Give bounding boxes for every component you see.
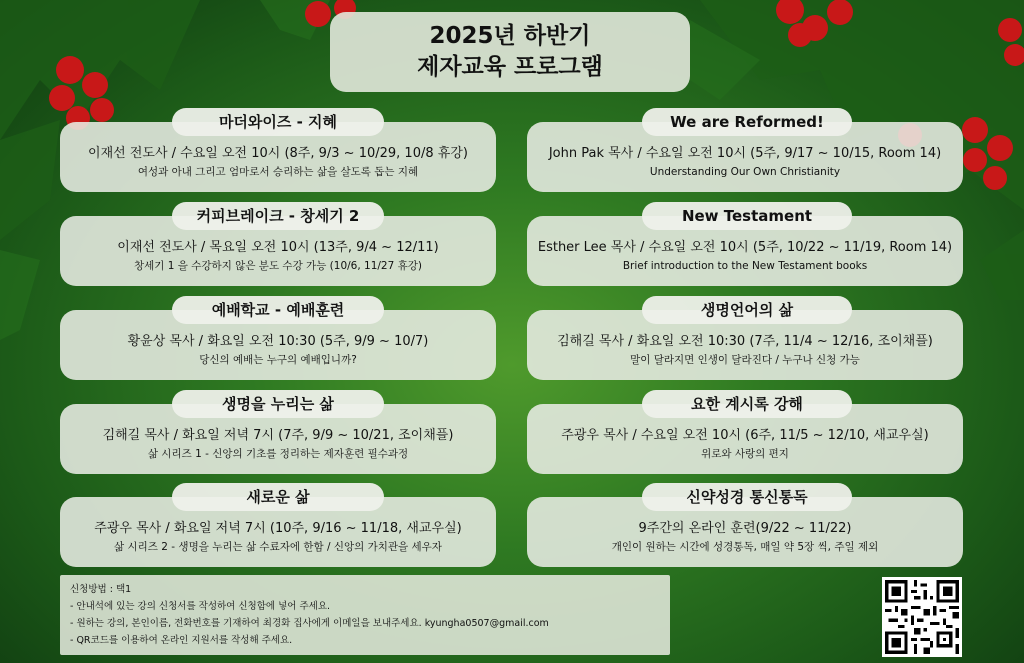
- program-title-nt-reading: 신약성경 통신통독: [642, 483, 852, 511]
- page-title-line1: 2025년 하반기: [429, 23, 591, 49]
- program-description: 창세기 1 을 수강하지 않은 분도 수강 가능 (10/6, 11/27 휴강): [134, 260, 422, 272]
- program-description: 삶 시리즈 1 - 신앙의 기초를 정리하는 제자훈련 필수과정: [147, 448, 409, 460]
- program-description: 말이 달라지면 인생이 달라진다 / 누구나 신청 가능: [630, 354, 860, 366]
- program-description: 여성과 아내 그리고 엄마로서 승리하는 삶을 살도록 돕는 지혜: [137, 166, 419, 178]
- program-title-new-testament: New Testament: [642, 202, 852, 230]
- registration-line: - QR코드를 이용하여 온라인 지원서를 작성해 주세요.: [70, 635, 293, 646]
- registration-info: [60, 575, 670, 655]
- program-description: Understanding Our Own Christianity: [649, 166, 841, 178]
- program-description: 삶 시리즈 2 - 생명을 누리는 삶 수료자에 한함 / 신앙의 가치관을 세우자: [114, 541, 442, 553]
- registration-line: - 원하는 강의, 본인이름, 전화번호를 기재하여 최경화 집사에게 이메일을 보내주세요. kyungha0507@gmail.com: [70, 618, 549, 629]
- program-detail: John Pak 목사 / 수요일 오전 10시 (5주, 9/17 ~ 10/15, Room 14): [548, 146, 942, 161]
- program-detail: 이재선 전도사 / 수요일 오전 10시 (8주, 9/3 ~ 10/29, 10/8 휴강): [88, 146, 468, 161]
- registration-line: - 안내석에 있는 강의 신청서를 작성하여 신청함에 넣어 주세요.: [70, 601, 331, 612]
- qr-code-icon[interactable]: [882, 577, 962, 657]
- program-detail: 주광우 목사 / 화요일 저녁 7시 (10주, 9/16 ~ 11/18, 새교우실): [94, 521, 462, 536]
- page-title: [330, 12, 690, 92]
- page-title-line2: 제자교육 프로그램: [417, 54, 603, 80]
- program-description: 위로와 사랑의 편지: [701, 448, 789, 460]
- program-detail: 이재선 전도사 / 목요일 오전 10시 (13주, 9/4 ~ 12/11): [117, 240, 439, 255]
- program-title-revelation: 요한 계시록 강해: [642, 390, 852, 418]
- program-detail: 황윤상 목사 / 화요일 오전 10:30 (5주, 9/9 ~ 10/7): [127, 334, 429, 349]
- program-detail: 김해길 목사 / 화요일 저녁 7시 (7주, 9/9 ~ 10/21, 조이채플): [102, 428, 454, 443]
- program-description: 당신의 예배는 누구의 예배입니까?: [199, 354, 357, 366]
- program-title-new-life: 새로운 삶: [172, 483, 384, 511]
- program-title-coffee-break: 커피브레이크 - 창세기 2: [172, 202, 384, 230]
- program-detail: 주광우 목사 / 수요일 오전 10시 (6주, 11/5 ~ 12/10, 새교우실): [561, 428, 929, 443]
- program-detail: 9주간의 온라인 훈련(9/22 ~ 11/22): [638, 521, 852, 536]
- program-description: 개인이 원하는 시간에 성경통독, 매일 약 5장 씩, 주일 제외: [611, 541, 879, 553]
- program-detail: 김해길 목사 / 화요일 오전 10:30 (7주, 11/4 ~ 12/16, 조이채플): [557, 334, 933, 349]
- program-title-worship-school: 예배학교 - 예배훈련: [172, 296, 384, 324]
- registration-heading: 신청방법 : 택1: [70, 584, 132, 595]
- program-detail: Esther Lee 목사 / 수요일 오전 10시 (5주, 10/22 ~ 11/19, Room 14): [537, 240, 953, 255]
- program-description: Brief introduction to the New Testament books: [622, 260, 868, 272]
- program-title-life-language: 생명언어의 삶: [642, 296, 852, 324]
- program-title-enjoying-life: 생명을 누리는 삶: [172, 390, 384, 418]
- program-title-we-are-reformed: We are Reformed!: [642, 108, 852, 136]
- program-title-motherwise: 마더와이즈 - 지혜: [172, 108, 384, 136]
